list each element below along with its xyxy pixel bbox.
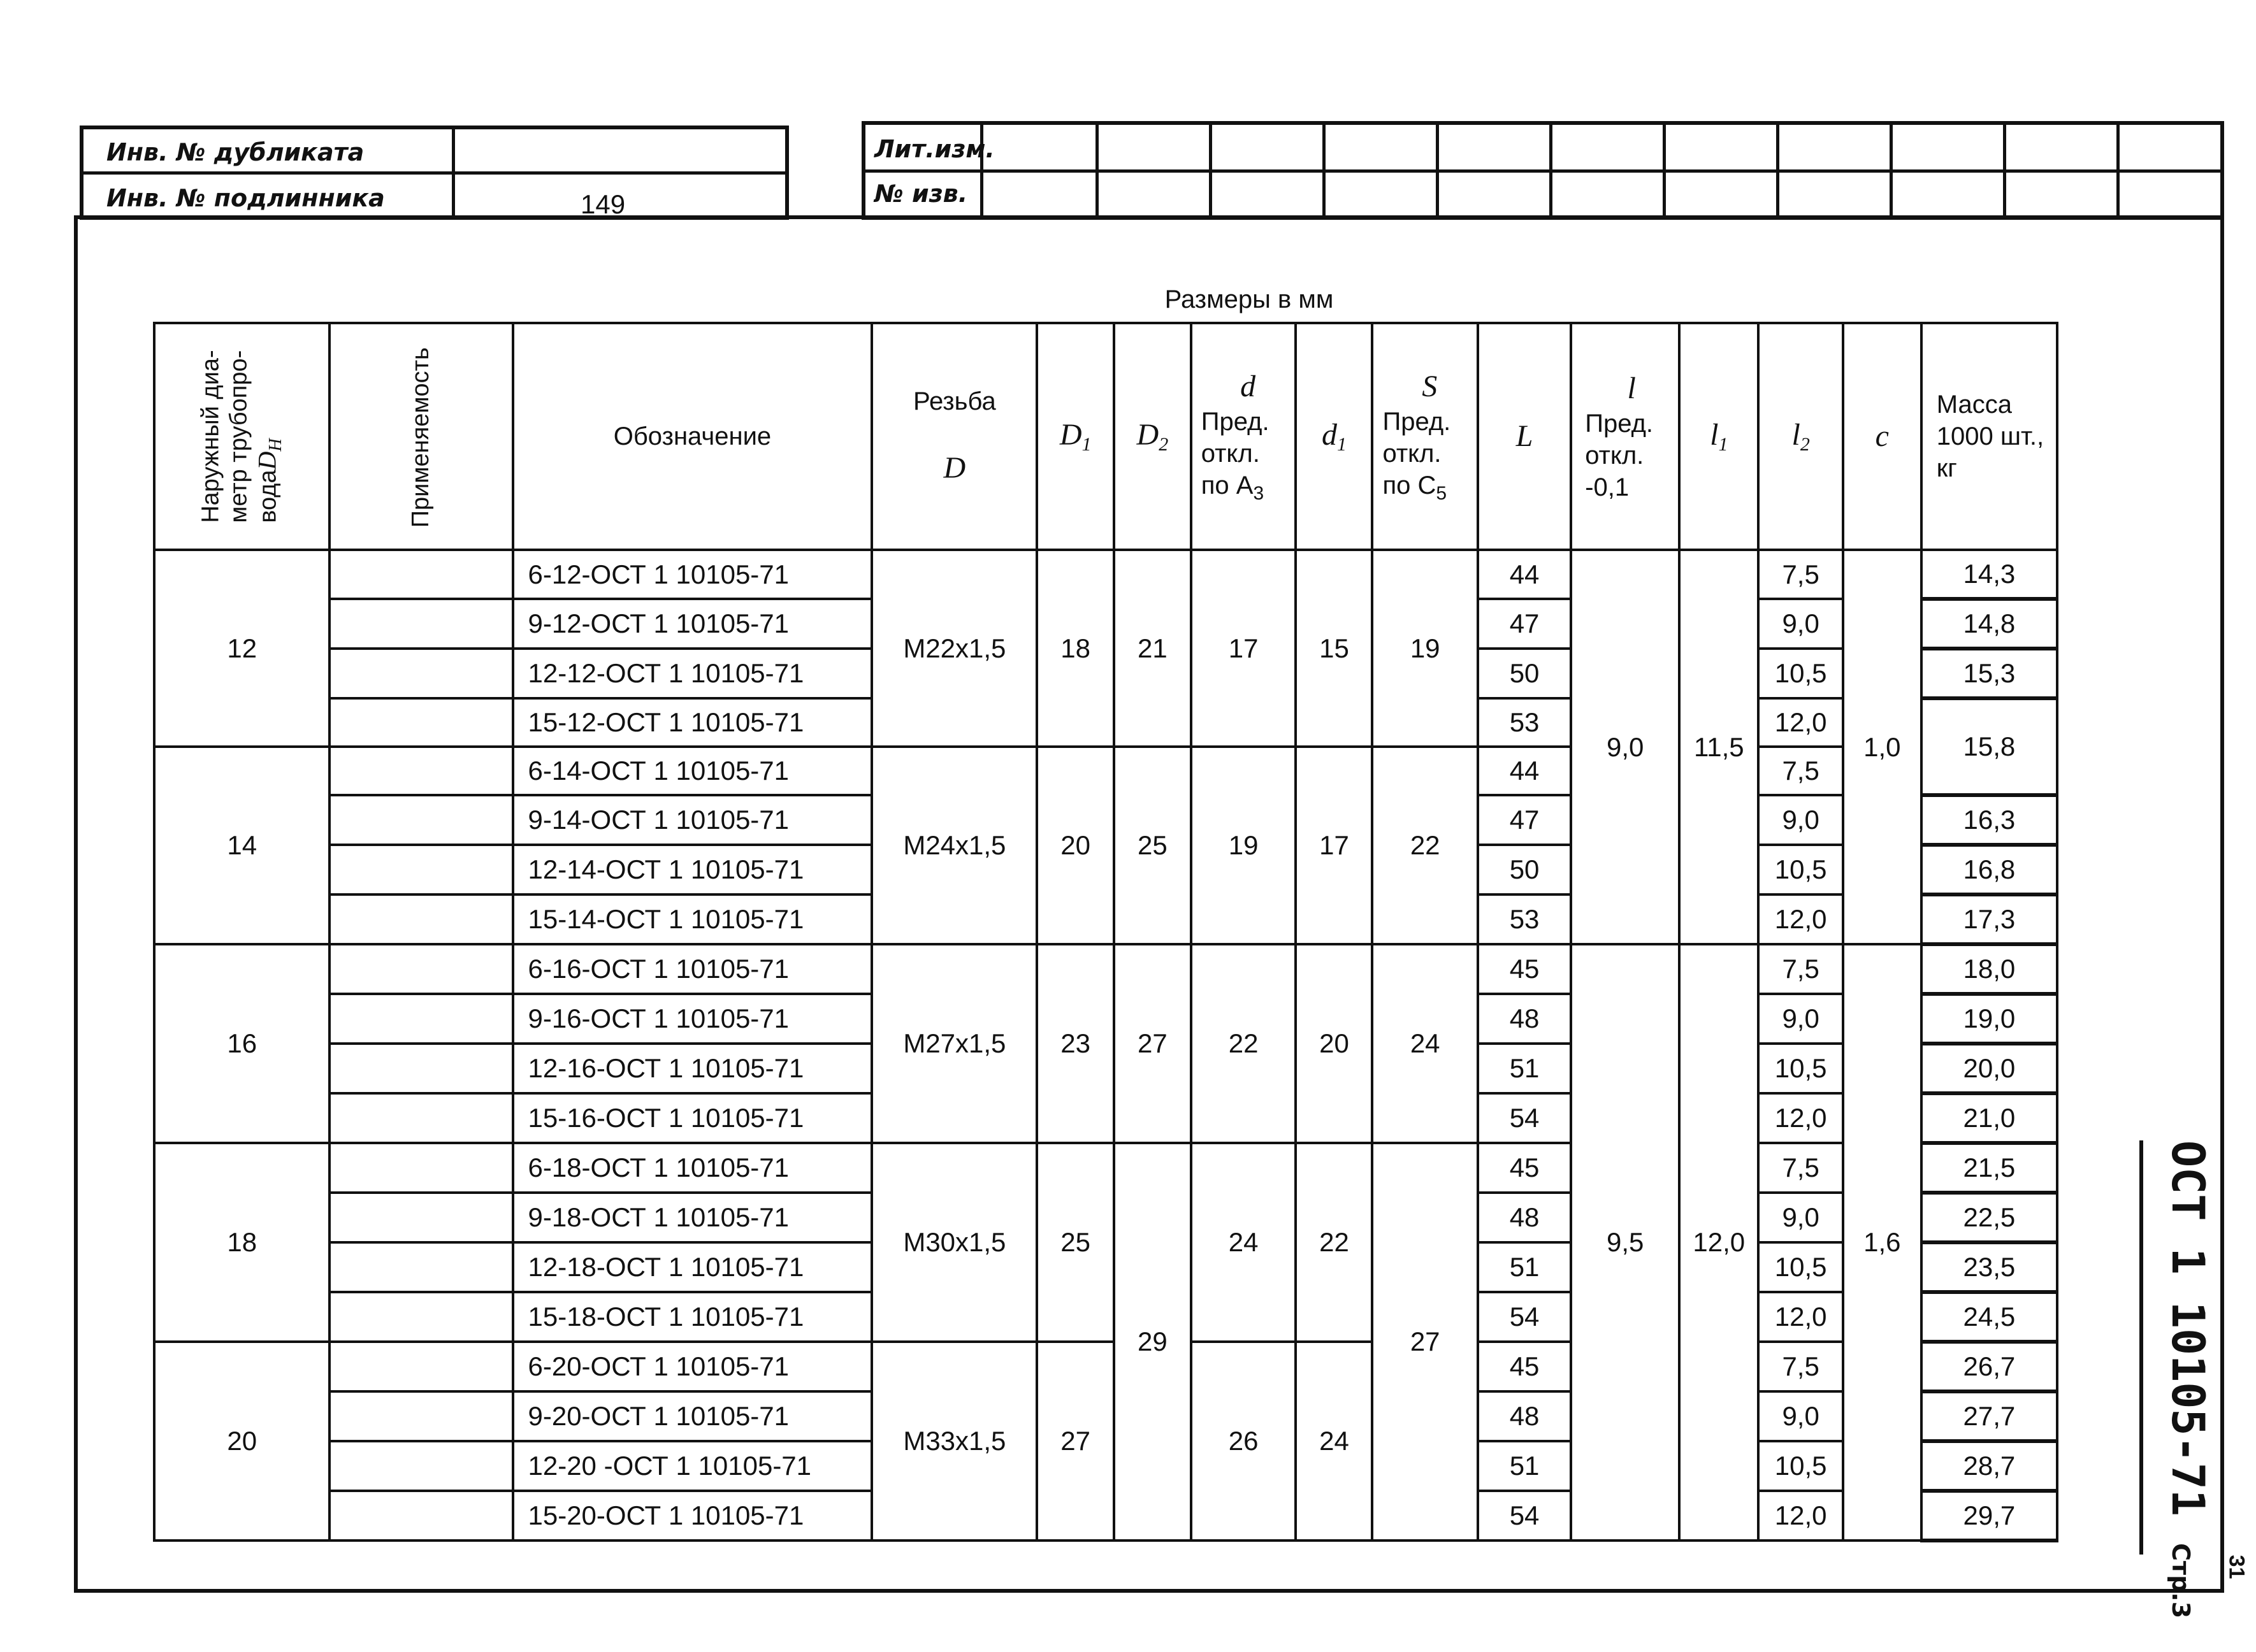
l2-cell: 7,5 [1758, 550, 1842, 599]
header-L [1478, 323, 1571, 550]
doc-code-block [2157, 1140, 2214, 1619]
doc-code-rule [2139, 1140, 2143, 1555]
l2-sym: l [1791, 418, 1800, 452]
D1-sym: D [1059, 418, 1082, 452]
thread-cell: M33x1,5 [872, 1342, 1037, 1541]
mass-text: Масса 1000 шт., кг [1936, 391, 2044, 482]
header-mass [1921, 323, 2057, 550]
rezba-text: Резьба [913, 387, 996, 415]
applicability-cell [329, 1342, 512, 1391]
l2-cell: 12,0 [1758, 1292, 1842, 1342]
thread-cell: M22x1,5 [872, 550, 1037, 747]
header-applicability [329, 323, 512, 550]
header-d1 [1296, 323, 1372, 550]
D1-sub: 1 [1081, 434, 1092, 456]
designation-cell: 6-14-ОСТ 1 10105-71 [513, 747, 872, 795]
units-caption: Размеры в мм [1164, 285, 1334, 313]
L-cell: 48 [1478, 1391, 1571, 1441]
designation-cell: 9-18-ОСТ 1 10105-71 [513, 1193, 872, 1242]
mass-cell: 14,8 [1921, 599, 2057, 649]
designation-cell: 15-12-ОСТ 1 10105-71 [513, 698, 872, 747]
L-cell: 53 [1478, 894, 1571, 944]
outer-diameter-cell: 16 [154, 944, 329, 1143]
orig-label: Инв. № подлинника [106, 184, 385, 212]
applicability-cell [329, 1193, 512, 1242]
mass-cell: 19,0 [1921, 994, 2057, 1044]
mass-cell: 29,7 [1921, 1491, 2057, 1541]
l2-cell: 10,5 [1758, 1044, 1842, 1093]
L-cell: 51 [1478, 1044, 1571, 1093]
d1-cell: 17 [1296, 747, 1372, 944]
d-cell: 17 [1191, 550, 1296, 747]
L-cell: 54 [1478, 1093, 1571, 1143]
applicability-cell [329, 1044, 512, 1093]
sheet-number-text: 31 [2224, 1555, 2249, 1579]
spec-table [153, 322, 2058, 1542]
mass-cell: 18,0 [1921, 944, 2057, 994]
mass-cell: 14,3 [1921, 550, 2057, 599]
l2-cell: 10,5 [1758, 845, 1842, 894]
d1-cell: 15 [1296, 550, 1372, 747]
d1-cell: 24 [1296, 1342, 1372, 1541]
applicability-cell [329, 698, 512, 747]
header-S [1372, 323, 1477, 550]
applicability-cell [329, 1441, 512, 1491]
l2-cell: 12,0 [1758, 1093, 1842, 1143]
d-cell: 19 [1191, 747, 1296, 944]
designation-cell: 12-16-ОСТ 1 10105-71 [513, 1044, 872, 1093]
header-D1 [1037, 323, 1114, 550]
designation-cell: 9-16-ОСТ 1 10105-71 [513, 994, 872, 1044]
applicability-cell [329, 795, 512, 845]
d-text: Пред. откл. по A [1201, 407, 1269, 499]
D2-cell: 21 [1114, 550, 1191, 747]
S-cell: 27 [1372, 1143, 1477, 1541]
thread-cell: M27x1,5 [872, 944, 1037, 1143]
c-sym: c [1875, 419, 1889, 453]
applicability-cell [329, 1143, 512, 1193]
mass-cell: 24,5 [1921, 1292, 2057, 1342]
table-row [154, 1143, 2057, 1193]
designation-cell: 9-20-ОСТ 1 10105-71 [513, 1391, 872, 1441]
outer-diameter-cell: 18 [154, 1143, 329, 1342]
l2-cell: 12,0 [1758, 1491, 1842, 1541]
header-D2 [1114, 323, 1191, 550]
applicability-cell [329, 1093, 512, 1143]
L-cell: 54 [1478, 1292, 1571, 1342]
c-cell: 1,6 [1843, 944, 1921, 1541]
d1-cell: 20 [1296, 944, 1372, 1143]
D2-cell: 27 [1114, 944, 1191, 1143]
l2-cell: 7,5 [1758, 747, 1842, 795]
applicability-cell [329, 550, 512, 599]
L-sym: L [1515, 419, 1533, 453]
designation-cell: 9-14-ОСТ 1 10105-71 [513, 795, 872, 845]
header-l2 [1758, 323, 1842, 550]
mass-cell: 21,5 [1921, 1143, 2057, 1193]
l1-cell: 11,5 [1679, 550, 1758, 944]
designation-cell: 6-16-ОСТ 1 10105-71 [513, 944, 872, 994]
d1-cell: 22 [1296, 1143, 1372, 1342]
sheet-number [2224, 1555, 2256, 1599]
designation-cell: 6-12-ОСТ 1 10105-71 [513, 550, 872, 599]
rezba-sym: D [943, 451, 966, 485]
outer-diameter-cell: 12 [154, 550, 329, 747]
L-cell: 54 [1478, 1491, 1571, 1541]
applicability-cell [329, 944, 512, 994]
applicability-cell [329, 649, 512, 698]
header-d [1191, 323, 1296, 550]
designation-cell: 12-18-ОСТ 1 10105-71 [513, 1242, 872, 1292]
header-l1 [1679, 323, 1758, 550]
l2-cell: 7,5 [1758, 944, 1842, 994]
l-sym: l [1627, 371, 1636, 405]
l2-cell: 9,0 [1758, 994, 1842, 1044]
D2-sym: D [1136, 418, 1159, 452]
l1-cell: 12,0 [1679, 944, 1758, 1541]
l2-cell: 10,5 [1758, 649, 1842, 698]
mass-cell: 16,8 [1921, 845, 2057, 894]
s-sub: 5 [1436, 482, 1447, 504]
D1-cell: 27 [1037, 1342, 1114, 1541]
designation-cell: 15-14-ОСТ 1 10105-71 [513, 894, 872, 944]
L-cell: 44 [1478, 550, 1571, 599]
d-cell: 24 [1191, 1143, 1296, 1342]
D1-cell: 25 [1037, 1143, 1114, 1342]
d-sub: 3 [1253, 482, 1264, 504]
l2-cell: 9,0 [1758, 1193, 1842, 1242]
doc-code: ОСТ 1 10105-71 [2162, 1140, 2214, 1517]
D1-cell: 18 [1037, 550, 1114, 747]
table-row [154, 944, 2057, 994]
outer-diameter-cell: 20 [154, 1342, 329, 1541]
dup-label: Инв. № дубликата [106, 138, 365, 166]
header-c [1843, 323, 1921, 550]
outer-diameter-cell: 14 [154, 747, 329, 944]
oboz-text: Обозначение [613, 422, 772, 450]
l2-cell: 12,0 [1758, 698, 1842, 747]
mass-cell: 15,3 [1921, 649, 2057, 698]
dn-text: Наружный диа- метр трубопро- вода [197, 350, 282, 523]
l2-cell: 9,0 [1758, 795, 1842, 845]
applicability-cell [329, 747, 512, 795]
header-designation [513, 323, 872, 550]
s-sym: S [1422, 369, 1438, 403]
L-cell: 45 [1478, 1342, 1571, 1391]
L-cell: 51 [1478, 1441, 1571, 1491]
table-row [154, 1342, 2057, 1391]
mass-cell: 22,5 [1921, 1193, 2057, 1242]
applicability-cell [329, 894, 512, 944]
table-row [154, 550, 2057, 599]
l1-sub: 1 [1718, 434, 1728, 456]
applicability-cell [329, 1391, 512, 1441]
L-cell: 44 [1478, 747, 1571, 795]
applicability-cell [329, 1491, 512, 1541]
dn-sub: H [266, 438, 286, 452]
l-text: Пред. откл. -0,1 [1585, 410, 1654, 501]
c-cell: 1,0 [1843, 550, 1921, 944]
designation-cell: 12-14-ОСТ 1 10105-71 [513, 845, 872, 894]
L-cell: 45 [1478, 1143, 1571, 1193]
mass-cell: 17,3 [1921, 894, 2057, 944]
l2-cell: 7,5 [1758, 1143, 1842, 1193]
designation-cell: 15-18-ОСТ 1 10105-71 [513, 1292, 872, 1342]
header-l [1571, 323, 1679, 550]
l2-cell: 12,0 [1758, 894, 1842, 944]
d1-sym: d [1321, 418, 1337, 452]
mass-cell: 28,7 [1921, 1441, 2057, 1491]
L-cell: 51 [1478, 1242, 1571, 1292]
l1-sym: l [1710, 418, 1719, 452]
thread-cell: M30x1,5 [872, 1143, 1037, 1342]
D2-cell: 25 [1114, 747, 1191, 944]
designation-cell: 12-20 -ОСТ 1 10105-71 [513, 1441, 872, 1491]
l-cell: 9,5 [1571, 944, 1679, 1541]
s-text: Пред. откл. по C [1382, 407, 1451, 499]
mass-cell: 26,7 [1921, 1342, 2057, 1391]
D1-cell: 23 [1037, 944, 1114, 1143]
orig-value: 149 [581, 189, 626, 219]
S-cell: 22 [1372, 747, 1477, 944]
designation-cell: 6-18-ОСТ 1 10105-71 [513, 1143, 872, 1193]
designation-cell: 15-20-ОСТ 1 10105-71 [513, 1491, 872, 1541]
l2-cell: 9,0 [1758, 1391, 1842, 1441]
l2-cell: 10,5 [1758, 1441, 1842, 1491]
mass-cell: 21,0 [1921, 1093, 2057, 1143]
L-cell: 53 [1478, 698, 1571, 747]
applicability-cell [329, 1242, 512, 1292]
applicability-cell [329, 845, 512, 894]
L-cell: 50 [1478, 845, 1571, 894]
d1-sub: 1 [1336, 434, 1347, 456]
header-outer-diameter [154, 323, 329, 550]
L-cell: 48 [1478, 1193, 1571, 1242]
l2-sub: 2 [1800, 434, 1810, 456]
table-row [154, 747, 2057, 795]
inventory-stamp [80, 126, 789, 220]
L-cell: 47 [1478, 795, 1571, 845]
izv-label: № изв. [874, 180, 968, 208]
change-stamp [862, 121, 2224, 220]
d-cell: 26 [1191, 1342, 1296, 1541]
L-cell: 47 [1478, 599, 1571, 649]
mass-cell: 15,8 [1921, 698, 2057, 795]
dn-symbol: D [253, 451, 282, 470]
header-thread [872, 323, 1037, 550]
designation-cell: 9-12-ОСТ 1 10105-71 [513, 599, 872, 649]
applicability-cell [329, 1292, 512, 1342]
mass-cell: 20,0 [1921, 1044, 2057, 1093]
lit-label: Лит.изм. [874, 135, 995, 163]
D1-cell: 20 [1037, 747, 1114, 944]
l2-cell: 7,5 [1758, 1342, 1842, 1391]
l2-cell: 10,5 [1758, 1242, 1842, 1292]
d-sym: d [1240, 369, 1256, 403]
prim-text: Применяемость [407, 347, 435, 528]
mass-cell: 16,3 [1921, 795, 2057, 845]
L-cell: 45 [1478, 944, 1571, 994]
l-cell: 9,0 [1571, 550, 1679, 944]
L-cell: 48 [1478, 994, 1571, 1044]
l2-cell: 9,0 [1758, 599, 1842, 649]
mass-cell: 27,7 [1921, 1391, 2057, 1441]
mass-cell: 23,5 [1921, 1242, 2057, 1292]
L-cell: 50 [1478, 649, 1571, 698]
thread-cell: M24x1,5 [872, 747, 1037, 944]
applicability-cell [329, 994, 512, 1044]
doc-page: Стр.3 [2167, 1543, 2195, 1619]
S-cell: 19 [1372, 550, 1477, 747]
designation-cell: 6-20-ОСТ 1 10105-71 [513, 1342, 872, 1391]
applicability-cell [329, 599, 512, 649]
D2-sub: 2 [1159, 434, 1169, 456]
d-cell: 22 [1191, 944, 1296, 1143]
S-cell: 24 [1372, 944, 1477, 1143]
designation-cell: 12-12-ОСТ 1 10105-71 [513, 649, 872, 698]
D2-cell: 29 [1114, 1143, 1191, 1541]
designation-cell: 15-16-ОСТ 1 10105-71 [513, 1093, 872, 1143]
